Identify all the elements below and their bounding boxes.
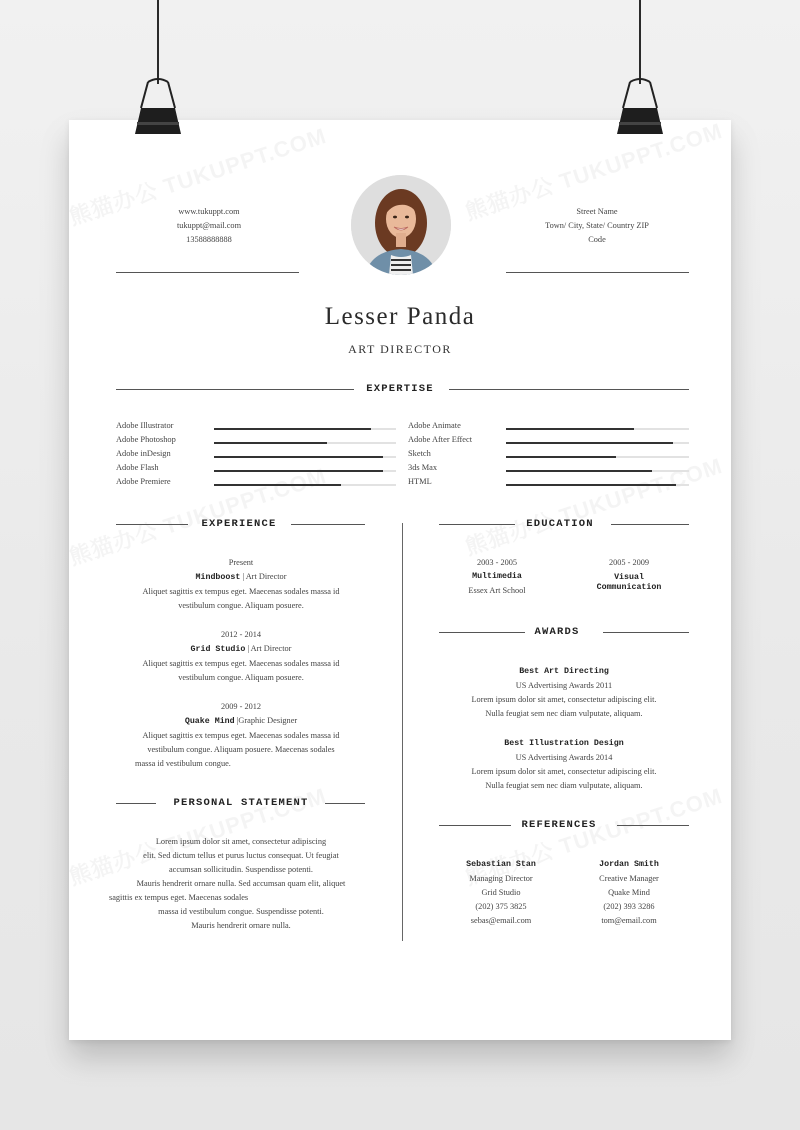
skill-label: Adobe Illustrator [116,421,174,430]
binder-clip-left [135,78,181,138]
award-title: Best Illustration Design [504,739,624,748]
reference-company: Quake Mind [608,888,650,897]
skill-bar [506,428,689,430]
reference-name: Jordan Smith [599,860,659,869]
experience-heading: EXPERIENCE [201,518,277,530]
skill-bar-fill [214,456,383,458]
statement-line: sagittis ex tempus eget. Maecenas sodales [109,893,249,902]
hanging-wire-right [639,0,641,84]
statement-line: accumsan sollicitudin. Suspendisse potenti. [168,865,314,874]
skill-bar [506,442,689,444]
reference-phone: (202) 393 3286 [603,902,655,911]
award-desc-line: Lorem ipsum dolor sit amet, consectetur adipiscing elit. [471,695,657,704]
statement-rule-right [325,803,365,804]
skill-row [408,449,689,463]
skill-row [116,449,396,463]
skill-label: Adobe Animate [408,421,461,430]
skill-bar [506,484,689,486]
statement-text [109,835,373,933]
skill-bar-fill [506,456,616,458]
statement-line: Lorem ipsum dolor sit amet, consectetur adipiscing [155,837,327,846]
hanging-wire-left [157,0,159,84]
skill-label: Adobe inDesign [116,449,171,458]
experience-company: Mindboost [195,573,241,582]
reference-email: sebas@email.com [470,916,532,925]
skill-bar-fill [506,428,634,430]
education-school: Essex Art School [468,586,526,595]
education-title: Visual Communication [596,573,662,592]
contact-right [517,205,677,247]
experience-company: Grid Studio [190,645,246,654]
address-line: Town/ City, State/ Country ZIP [545,221,649,230]
website-text: www.tukuppt.com [178,207,240,216]
experience-desc-line: vestibulum congue. Aliquam posuere. [178,601,304,610]
skill-bar [506,470,689,472]
expertise-rule-right [449,389,689,390]
award-subtitle: US Advertising Awards 2014 [515,753,613,762]
header-rule-right [506,272,689,273]
statement-line: Mauris hendrerit ornare nulla. Sed accumsan quam elit, aliquet [136,879,346,888]
statement-rule-left [116,803,156,804]
statement-line: massa id vestibulum congue. Suspendisse potenti. [158,907,324,916]
experience-position: Art Director [250,644,292,653]
experience-item: Present Mindboost | Art Director Aliquet sagittis ex tempus eget. Maecenas sodales massa id vestibulum congue. Aliquam posuere. [109,556,373,613]
avatar-photo [351,175,451,275]
skill-label: Adobe After Effect [408,435,473,444]
resume-role: ART DIRECTOR [348,342,452,356]
skill-bar-fill [506,484,676,486]
awards-rule-left [439,632,525,633]
reference-company: Grid Studio [481,888,521,897]
skill-bar-fill [506,442,673,444]
skill-label: Adobe Flash [116,463,159,472]
reference-name: Sebastian Stan [466,860,536,869]
references-rule-left [439,825,511,826]
award-item [439,665,689,721]
education-rule-left [439,524,515,525]
skill-bar [214,428,396,430]
skill-bar-fill [214,442,327,444]
education-rule-right [611,524,689,525]
email-text: tukuppt@mail.com [176,221,242,230]
skill-bar-fill [506,470,652,472]
award-desc-line: Nulla feugiat sem nec diam vulputate, aliquam. [485,781,643,790]
skill-row [116,477,396,491]
experience-desc-line: vestibulum congue. Aliquam posuere. [178,673,304,682]
references-heading: REFERENCES [521,819,597,831]
education-heading: EDUCATION [526,518,594,530]
header-rule-left [116,272,299,273]
skill-row [408,463,689,477]
resume-name: Lesser Panda [324,303,476,330]
skill-row [408,477,689,491]
experience-date: 2012 - 2014 [220,630,262,639]
experience-desc-line: Aliquet sagittis ex tempus eget. Maecenas sodales massa id [142,731,340,740]
skill-bar-fill [214,470,383,472]
reference-phone: (202) 375 3825 [475,902,527,911]
experience-item: 2012 - 2014 Grid Studio | Art Director Aliquet sagittis ex tempus eget. Maecenas sodales massa id vestibulum congue. Aliquam posuere. [109,628,373,685]
skill-row [116,435,396,449]
experience-desc-line: Aliquet sagittis ex tempus eget. Maecenas sodales massa id [142,587,340,596]
skill-label: Adobe Premiere [116,477,171,486]
experience-desc-line: massa id vestibulum congue. [135,759,231,768]
skill-bar [506,456,689,458]
phone-text: 13588888888 [186,235,232,244]
address-line: Street Name [576,207,618,216]
avatar [351,175,451,275]
experience-item: 2009 - 2012 Quake Mind |Graphic Designer Aliquet sagittis ex tempus eget. Maecenas sodales massa id vestibulum congue. Aliquam posuere. Maecenas sodales massa id vestibulum congue. [109,700,373,771]
expertise-rule-left [116,389,354,390]
skill-bar [214,470,396,472]
experience-desc-line: vestibulum congue. Aliquam posuere. Maecenas sodales [147,745,335,754]
skill-bar-fill [214,428,371,430]
resume-paper [69,120,731,1040]
skill-row [408,435,689,449]
experience-rule-left [116,524,188,525]
experience-desc-line: Aliquet sagittis ex tempus eget. Maecenas sodales massa id [142,659,340,668]
skill-row [408,421,689,435]
award-desc-line: Nulla feugiat sem nec diam vulputate, aliquam. [485,709,643,718]
reference-email: tom@email.com [601,916,657,925]
skill-label: 3ds Max [408,463,438,472]
award-desc-line: Lorem ipsum dolor sit amet, consectetur adipiscing elit. [471,767,657,776]
experience-date: Present [228,558,254,567]
skill-bar [214,442,396,444]
education-item [569,556,689,593]
award-title: Best Art Directing [519,667,609,676]
references-rule-right [617,825,689,826]
skill-label: HTML [408,477,432,486]
binder-clip-right [617,78,663,138]
experience-position: Art Director [245,572,287,581]
skill-row [116,421,396,435]
address-line: Code [588,235,606,244]
reference-item [441,858,561,928]
education-title: Multimedia [472,572,522,581]
education-date: 2003 - 2005 [476,558,518,567]
skill-bar [214,456,396,458]
statement-line: Mauris hendrerit ornare nulla. [191,921,291,930]
award-item [439,737,689,793]
statement-line: elit. Sed dictum tellus et purus luctus consequat. Ut feugiat [143,851,339,860]
reference-item [569,858,689,928]
education-item [441,556,553,598]
skill-bar [214,484,396,486]
experience-position: Graphic Designer [238,716,298,725]
skill-row [116,463,396,477]
statement-heading: PERSONAL STATEMENT [173,797,309,809]
column-divider [402,523,403,941]
awards-rule-right [603,632,689,633]
experience-company: Quake Mind [184,717,235,726]
skill-bar-fill [214,484,341,486]
reference-title: Creative Manager [599,874,659,883]
experience-date: 2009 - 2012 [220,702,262,711]
expertise-heading: EXPERTISE [366,383,434,395]
education-date: 2005 - 2009 [608,558,650,567]
skill-label: Adobe Photoshop [116,435,176,444]
awards-heading: AWARDS [534,626,580,638]
experience-rule-right [291,524,365,525]
award-subtitle: US Advertising Awards 2011 [515,681,613,690]
reference-title: Managing Director [469,874,533,883]
contact-left [129,205,289,247]
skill-label: Sketch [408,449,431,458]
